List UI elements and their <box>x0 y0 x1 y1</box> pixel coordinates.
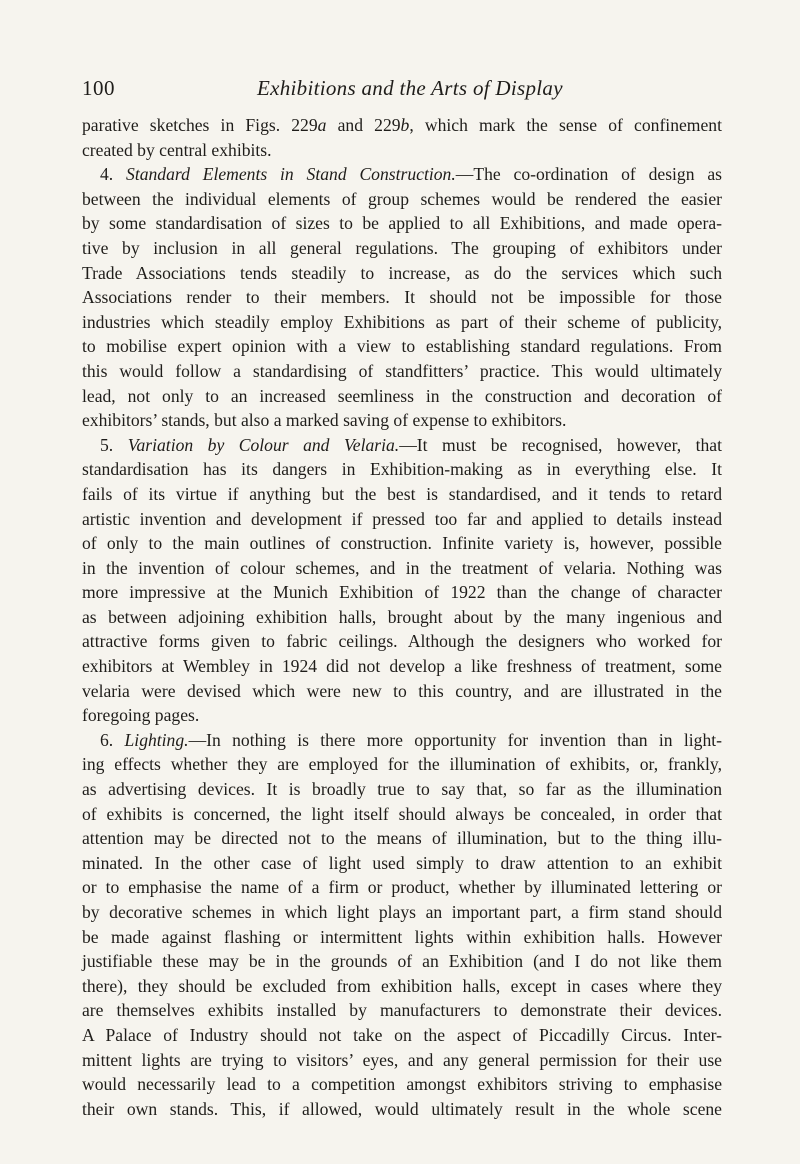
text-run: foregoing pages. <box>82 705 200 726</box>
text-line <box>82 236 722 261</box>
text-run: exhibitors at Wembley in 1924 did not develop a like freshness of treatment, some <box>82 656 722 677</box>
text-run: lead, not only to an increased seemliness in the construction and decoration of <box>82 385 722 406</box>
text-run: fails of its virtue if anything but the best is standardised, and it tends to retard <box>82 483 722 504</box>
text-line <box>82 974 722 999</box>
text-line <box>82 408 722 433</box>
text-run: as between adjoining exhibition halls, brought about by the many ingenious and <box>82 606 722 627</box>
text-run: their own stands. This, if allowed, would ultimately result in the whole scene <box>82 1098 722 1119</box>
text-run: of only to the main outlines of construction. Infinite variety is, however, possible <box>82 533 722 554</box>
text-run: tive by inclusion in all general regulations. The grouping of exhibitors under <box>82 237 722 258</box>
text-line <box>82 1048 722 1073</box>
text-line <box>82 949 722 974</box>
text-run: or to emphasise the name of a firm or product, whether by illuminated lettering or <box>82 877 722 898</box>
text-run: ing effects whether they are employed for the illumination of exhibits, or, frankly, <box>82 754 722 775</box>
text-run: attractive forms given to fabric ceilings. Although the designers who worked for <box>82 631 722 652</box>
text-line <box>82 211 722 236</box>
text-run: and 229 <box>326 115 401 135</box>
text-line <box>82 605 722 630</box>
text-line <box>82 556 722 581</box>
italic-text: Standard Elements in Stand Construction. <box>126 164 456 185</box>
text-run: by decorative schemes in which light plays an important part, a firm stand should <box>82 902 722 922</box>
text-line <box>82 433 722 458</box>
text-run: created by central exhibits. <box>82 139 272 160</box>
text-run: artistic invention and development if pressed too far and applied to details instead <box>82 508 722 529</box>
italic-text: a <box>317 115 327 135</box>
text-run: more impressive at the Munich Exhibition of 1922 than the change of character <box>82 582 722 603</box>
text-line <box>82 826 722 851</box>
text-line <box>82 457 722 482</box>
text-run: would necessarily lead to a competition amongst exhibitors striving to emphasise <box>82 1074 722 1095</box>
text-run: exhibitors’ stands, but also a marked saving of expense to exhibitors. <box>82 410 567 431</box>
text-line <box>82 1072 722 1097</box>
text-run: A Palace of Industry should not take on the aspect of Piccadilly Circus. Inter- <box>82 1024 722 1045</box>
text-line <box>82 752 722 777</box>
text-line <box>82 654 722 679</box>
text-run: standardisation has its dangers in Exhibition-making as in everything else. It <box>82 459 722 480</box>
text-run: parative sketches in Figs. 229 <box>82 115 318 135</box>
text-run: justifiable these may be in the grounds of an Exhibition (and I do not like them <box>82 951 722 972</box>
text-run: velaria were devised which were new to this country, and are illustrated in the <box>82 680 722 701</box>
text-run: —The co-ordination of design as <box>455 164 723 185</box>
text-line <box>82 384 722 409</box>
text-run: —In nothing is there more opportunity for invention than in light- <box>188 729 722 750</box>
text-line <box>82 113 722 138</box>
text-run: , which mark the sense of confinement <box>409 115 722 135</box>
italic-text: b <box>400 115 410 135</box>
text-run: in the invention of colour schemes, and in the treatment of velaria. Nothing was <box>82 557 722 578</box>
text-run: 5. <box>100 434 128 455</box>
italic-text: Lighting. <box>124 729 189 750</box>
text-run: minated. In the other case of light used simply to draw attention to an exhibit <box>82 852 722 873</box>
text-line <box>82 925 722 950</box>
body-text <box>82 113 722 1121</box>
page-number: 100 <box>82 76 115 100</box>
text-run: industries which steadily employ Exhibitions as part of their scheme of publicity, <box>82 311 722 332</box>
text-run: of exhibits is concerned, the light itself should always be concealed, in order that <box>82 803 722 824</box>
text-line <box>82 580 722 605</box>
text-line <box>82 728 722 753</box>
text-line <box>82 998 722 1023</box>
text-run: Trade Associations tends steadily to increase, as do the services which such <box>82 262 722 283</box>
text-line <box>82 507 722 532</box>
text-run: attention may be directed not to the means of illumination, but to the thing illu- <box>82 828 722 849</box>
italic-text: Variation by Colour and Velaria. <box>127 434 400 455</box>
text-line <box>82 802 722 827</box>
text-line <box>82 703 722 728</box>
text-run: mittent lights are trying to visitors’ eyes, and any general permission for their use <box>82 1049 722 1070</box>
text-run: be made against flashing or intermittent lights within exhibition halls. However <box>82 926 722 947</box>
text-line <box>82 1023 722 1048</box>
text-line <box>82 285 722 310</box>
text-line <box>82 900 722 925</box>
page-header <box>82 76 722 106</box>
text-line <box>82 261 722 286</box>
text-run: 6. <box>100 729 125 750</box>
text-line <box>82 851 722 876</box>
text-run: between the individual elements of group schemes would be rendered the easier <box>82 188 722 209</box>
text-run: 4. <box>100 164 127 185</box>
text-line <box>82 679 722 704</box>
text-line <box>82 777 722 802</box>
text-line <box>82 482 722 507</box>
text-line <box>82 531 722 556</box>
text-line <box>82 310 722 335</box>
text-run: there), they should be excluded from exhibition halls, except in cases where they <box>82 975 722 996</box>
text-line <box>82 138 722 163</box>
running-title: Exhibitions and the Arts of Display <box>257 76 563 100</box>
text-run: to mobilise expert opinion with a view to establishing standard regulations. From <box>82 336 722 357</box>
text-line <box>82 875 722 900</box>
text-line <box>82 1097 722 1122</box>
text-run: this would follow a standardising of standfitters’ practice. This would ultimately <box>82 360 722 381</box>
text-line <box>82 334 722 359</box>
text-run: by some standardisation of sizes to be applied to all Exhibitions, and made opera- <box>82 213 722 234</box>
text-line <box>82 359 722 384</box>
text-line <box>82 187 722 212</box>
text-line <box>82 629 722 654</box>
text-run: Associations render to their members. It should not be impossible for those <box>82 287 722 308</box>
text-run: —It must be recognised, however, that <box>399 434 723 455</box>
text-run: are themselves exhibits installed by manufacturers to demonstrate their devices. <box>82 1000 722 1021</box>
text-run: as advertising devices. It is broadly true to say that, so far as the illumination <box>82 779 722 800</box>
text-line <box>82 162 722 187</box>
